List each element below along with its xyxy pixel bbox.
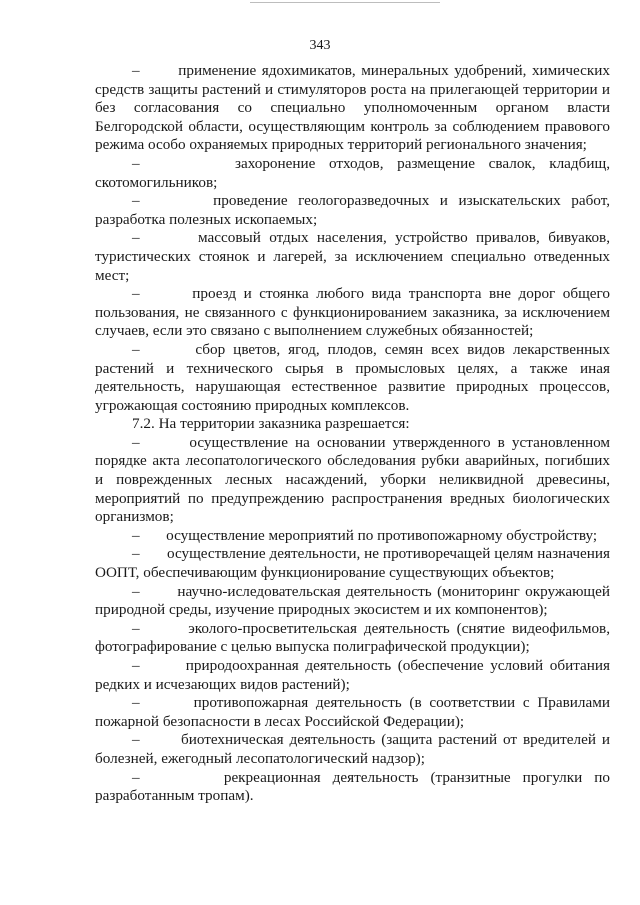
list-item: – научно-иследовательская деятельность (мониторинг окружающей природной среды, изучение природных экосистем и их компонентов); (95, 583, 610, 620)
list-item: – природоохранная деятельность (обеспечение условий обитания редких и исчезающих видов растений); (95, 657, 610, 694)
list-item: – захоронение отходов, размещение свалок, кладбищ, скотомогильников; (95, 155, 610, 192)
list-item: – биотехническая деятельность (защита растений от вредителей и болезней, ежегодный лесопатологический надзор); (95, 731, 610, 768)
document-body (95, 62, 610, 806)
list-item: – противопожарная деятельность (в соответствии с Правилами пожарной безопасности в лесах Российской Федерации); (95, 694, 610, 731)
list-item: – эколого-просветительская деятельность (снятие видеофильмов, фотографирование с целью выпуска полиграфической продукции); (95, 620, 610, 657)
list-item: – рекреационная деятельность (транзитные прогулки по разработанным тропам). (95, 769, 610, 806)
list-item: – проведение геологоразведочных и изыскательских работ, разработка полезных ископаемых; (95, 192, 610, 229)
list-item: – осуществление мероприятий по противопожарному обустройству; (95, 527, 610, 546)
list-item: – осуществление на основании утвержденного в установленном порядке акта лесопатологического обследования рубки аварийных, погибших и поврежденных лесных насаждений, уборки неликвидной древесины, мероприятий по предупреждению распространения вредных биологических организмов; (95, 434, 610, 527)
scan-top-rule (250, 2, 440, 3)
section-heading: 7.2. На территории заказника разрешается: (132, 415, 410, 433)
list-item: – применение ядохимикатов, минеральных удобрений, химических средств защиты растений и стимуляторов роста на прилегающей территории и без согласования со специально уполномоченным органом власти Белгородской области, осуществляющим контроль за соблюдением правового режима особо охраняемых природных территорий регионального значения; (95, 62, 610, 155)
list-item: – осуществление деятельности, не противоречащей целям назначения ООПТ, обеспечивающим функционирование существующих объектов; (95, 545, 610, 582)
list-item: – сбор цветов, ягод, плодов, семян всех видов лекарственных растений и технического сырья в промысловых целях, а также иная деятельность, нарушающая естественное развитие природных процессов, угрожающая состоянию природных комплексов. (95, 341, 610, 415)
list-item: – массовый отдых населения, устройство привалов, бивуаков, туристических стоянок и лагерей, за исключением специально отведенных мест; (95, 229, 610, 285)
page-number: 343 (309, 38, 331, 53)
list-item: – проезд и стоянка любого вида транспорта вне дорог общего пользования, не связанного с функционированием заказника, за исключением случаев, если это связано с выполнением служебных обязанностей; (95, 285, 610, 341)
